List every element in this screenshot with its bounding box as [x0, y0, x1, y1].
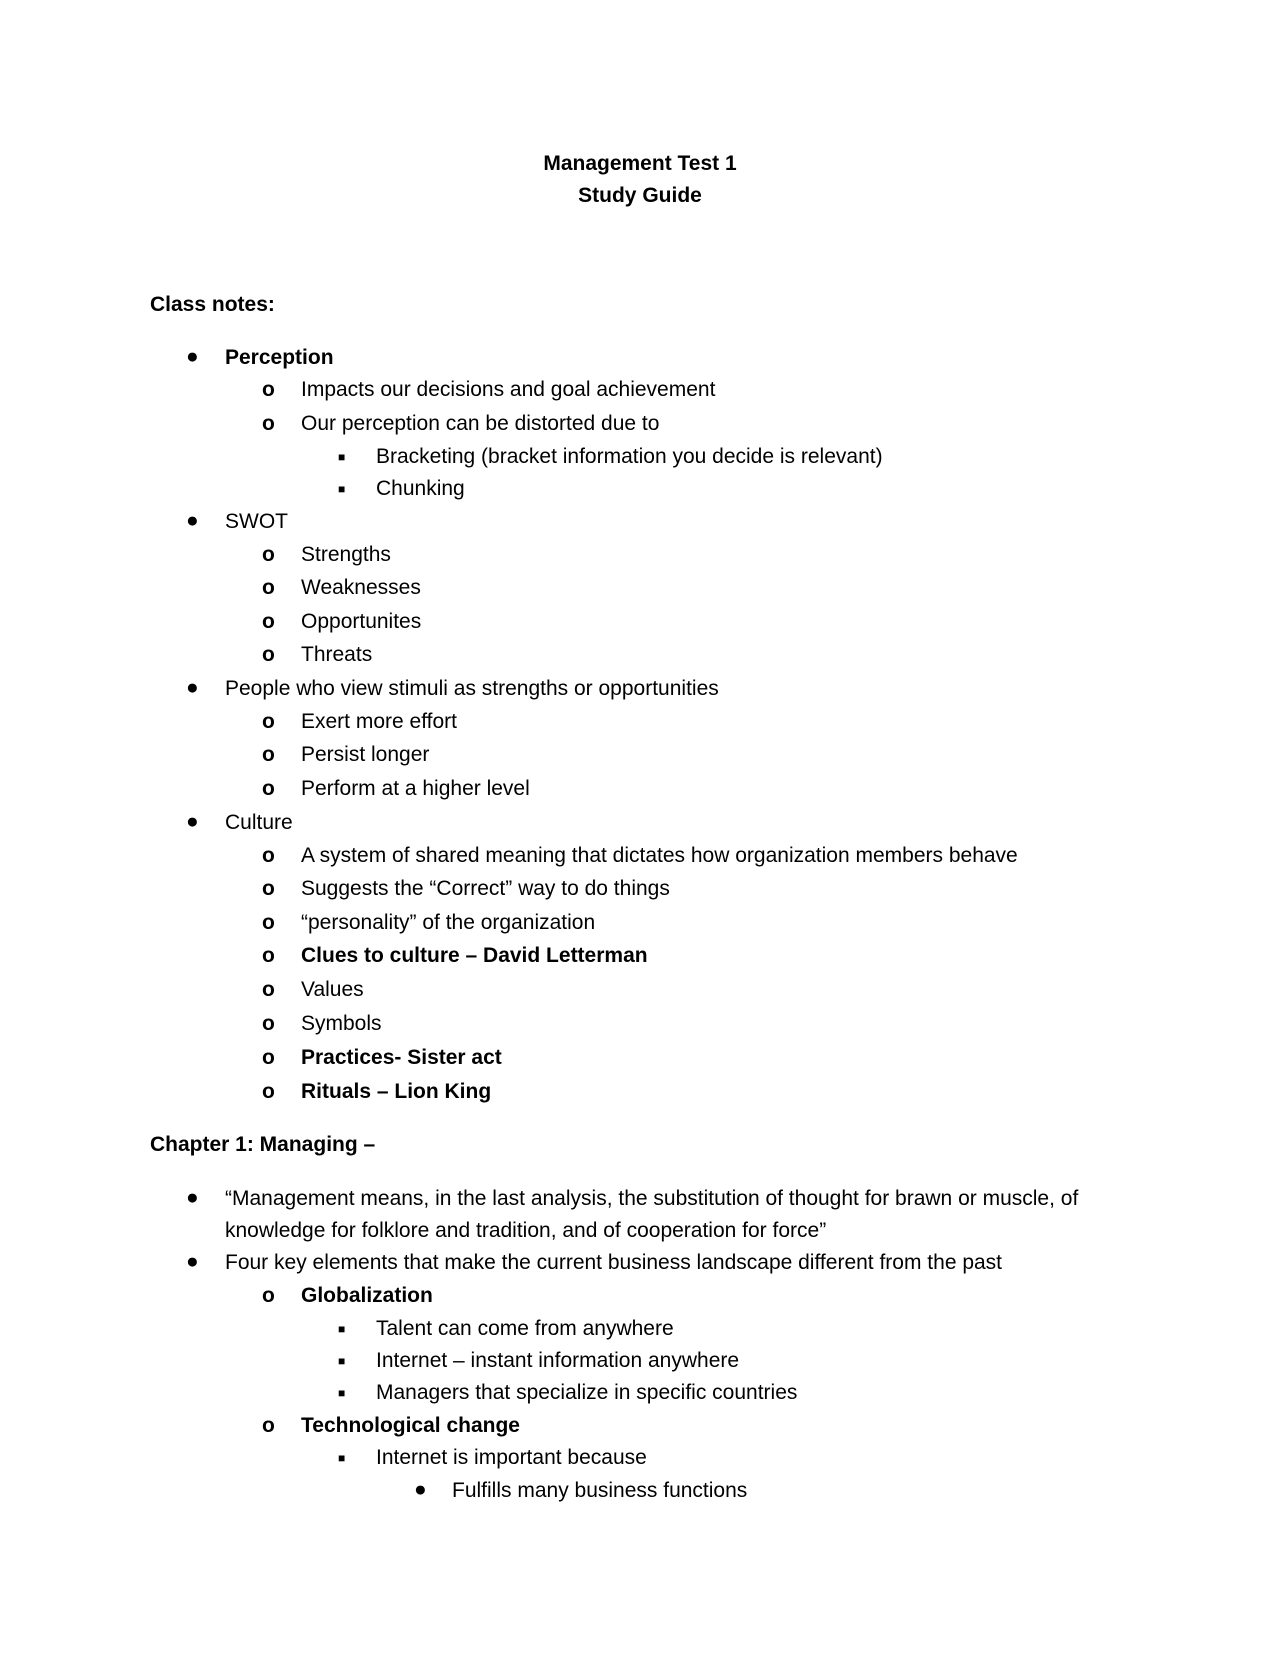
list-item-strengths: Strengths: [301, 543, 391, 566]
list-item-perception: Perception: [225, 346, 334, 369]
list-item-people: People who view stimuli as strengths or opportunities: [225, 677, 719, 700]
list-item-internet-important: Internet is important because: [376, 1446, 647, 1469]
bullet-marker: ●: [186, 810, 199, 833]
circle-marker: o: [262, 543, 275, 566]
circle-marker: o: [262, 378, 275, 401]
list-item-perform: Perform at a higher level: [301, 777, 530, 800]
circle-marker: o: [262, 944, 275, 967]
list-item-symbols: Symbols: [301, 1012, 382, 1035]
list-item-opportunites: Opportunites: [301, 610, 422, 633]
bullet-marker: ●: [186, 345, 199, 368]
square-marker: ■: [338, 1451, 346, 1465]
bullet-marker: ●: [186, 676, 199, 699]
list-item-threats: Threats: [301, 643, 373, 666]
list-item-culture: Culture: [225, 811, 293, 834]
list-item-four-key: Four key elements that make the current business landscape different from the past: [225, 1251, 1003, 1274]
circle-marker: o: [262, 1284, 275, 1307]
list-item-quote-line-2: knowledge for folklore and tradition, and of cooperation for force”: [225, 1219, 827, 1242]
list-item-swot: SWOT: [225, 510, 288, 533]
circle-marker: o: [262, 1414, 275, 1437]
square-marker: ■: [338, 1354, 346, 1368]
circle-marker: o: [262, 643, 275, 666]
list-item-talent: Talent can come from anywhere: [376, 1317, 674, 1340]
circle-marker: o: [262, 844, 275, 867]
document-subtitle: Study Guide: [578, 184, 702, 207]
list-item-suggests: Suggests the “Correct” way to do things: [301, 877, 670, 900]
circle-marker: o: [262, 610, 275, 633]
square-marker: ■: [338, 450, 346, 464]
circle-marker: o: [262, 1012, 275, 1035]
list-item-rituals: Rituals – Lion King: [301, 1080, 492, 1103]
square-marker: ■: [338, 1322, 346, 1336]
bullet-marker: ●: [186, 1186, 199, 1209]
list-item-managers: Managers that specialize in specific countries: [376, 1381, 798, 1404]
list-item-exert: Exert more effort: [301, 710, 458, 733]
bullet-marker: ●: [414, 1478, 427, 1501]
list-item-tech-change: Technological change: [301, 1414, 520, 1437]
list-item-personality: “personality” of the organization: [301, 911, 596, 934]
square-marker: ■: [338, 1386, 346, 1400]
document-title: Management Test 1: [543, 152, 737, 175]
circle-marker: o: [262, 743, 275, 766]
list-item-globalization: Globalization: [301, 1284, 433, 1307]
circle-marker: o: [262, 1080, 275, 1103]
circle-marker: o: [262, 911, 275, 934]
square-marker: ■: [338, 482, 346, 496]
circle-marker: o: [262, 710, 275, 733]
list-item-internet-instant: Internet – instant information anywhere: [376, 1349, 740, 1372]
list-item-fulfills: Fulfills many business functions: [452, 1479, 748, 1502]
section-heading-class-notes: Class notes:: [150, 293, 275, 316]
list-item-persist: Persist longer: [301, 743, 430, 766]
list-item-quote-line-1: “Management means, in the last analysis, the substitution of thought for brawn or muscle, of: [225, 1187, 1079, 1210]
section-heading-chapter-1: Chapter 1: Managing –: [150, 1133, 376, 1156]
list-item-weaknesses: Weaknesses: [301, 576, 421, 599]
list-item-system: A system of shared meaning that dictates how organization members behave: [301, 844, 1018, 867]
list-item-clues: Clues to culture – David Letterman: [301, 944, 648, 967]
bullet-marker: ●: [186, 509, 199, 532]
circle-marker: o: [262, 1046, 275, 1069]
circle-marker: o: [262, 978, 275, 1001]
circle-marker: o: [262, 877, 275, 900]
list-item-distorted: Our perception can be distorted due to: [301, 412, 660, 435]
list-item-practices: Practices- Sister act: [301, 1046, 502, 1069]
list-item-chunking: Chunking: [376, 477, 465, 500]
list-item-bracketing: Bracketing (bracket information you decide is relevant): [376, 445, 883, 468]
circle-marker: o: [262, 576, 275, 599]
list-item-impacts: Impacts our decisions and goal achievement: [301, 378, 716, 401]
circle-marker: o: [262, 412, 275, 435]
bullet-marker: ●: [186, 1250, 199, 1273]
circle-marker: o: [262, 777, 275, 800]
list-item-values: Values: [301, 978, 364, 1001]
